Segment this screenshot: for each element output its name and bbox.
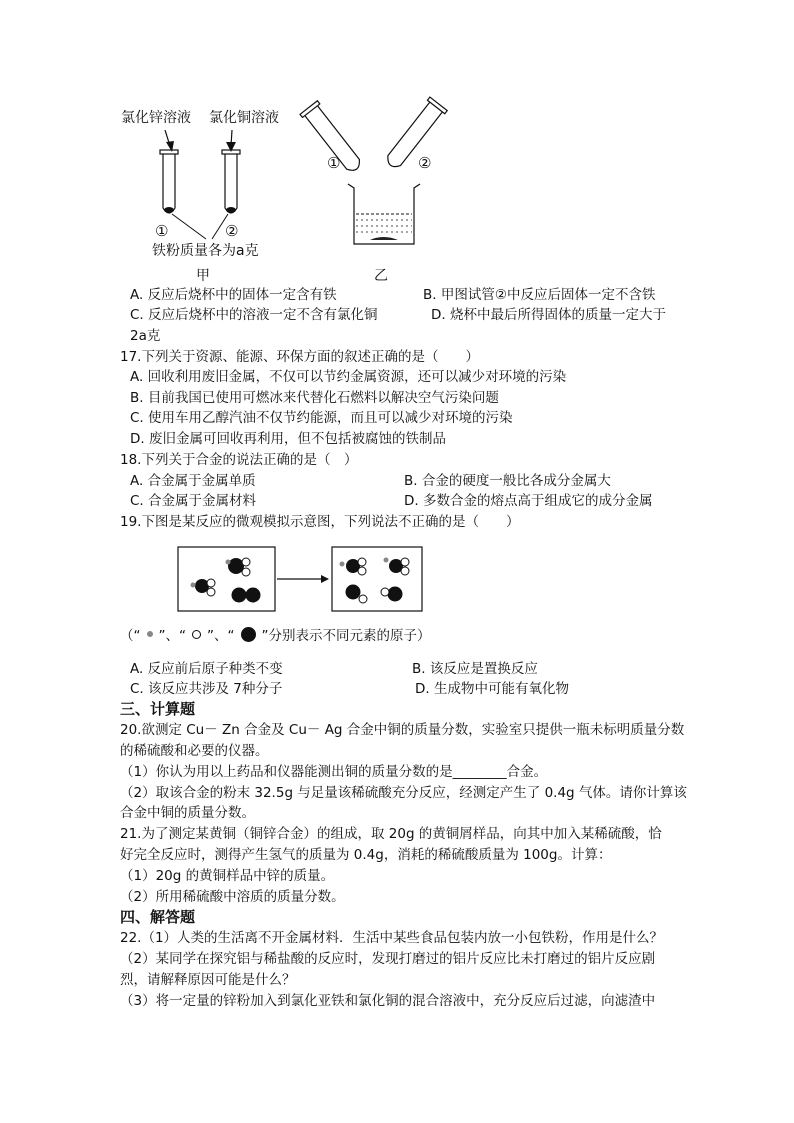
q16-option-d-cont: 2a克	[130, 328, 161, 344]
q18-option-a: A. 合金属于金属单质	[130, 473, 256, 489]
q21-sub-2: （2）所用稀硫酸中溶质的质量分数。	[120, 889, 345, 905]
test-tube-1	[160, 150, 178, 154]
q18-stem: 18.下列关于合金的说法正确的是（ ）	[120, 452, 358, 468]
iron-mass-label: 铁粉质量各为a克	[152, 243, 259, 259]
figure-label-yi: 乙	[374, 268, 388, 284]
reaction-diagram	[175, 544, 425, 614]
tube-1-number: ①	[155, 222, 169, 240]
q20-line-2: 的稀硫酸和必要的仪器。	[120, 743, 269, 759]
q16-option-a: A. 反应后烧杯中的固体一定含有铁	[130, 287, 337, 303]
figure-label-jia: 甲	[196, 268, 210, 284]
yi-tube-1-number: ①	[327, 154, 341, 172]
q21-line-2: 好完全反应时，测得产生氢气的质量为 0.4g，消耗的稀硫酸质量为 100g。计算：	[120, 847, 612, 863]
after-reaction-box	[332, 547, 422, 611]
q21-sub-1: （1）20g 的黄铜样品中锌的质量。	[120, 868, 335, 884]
q20-line-1: 20.欲测定 Cu－ Zn 合金及 Cu－ Ag 合金中铜的质量分数，实验室只提供一瓶未标明质量分数	[120, 722, 685, 738]
legend-close: ”分别表示不同元素的原子）	[261, 628, 431, 644]
black-atom-icon	[241, 627, 256, 642]
q19-stem: 19.下图是某反应的微观模拟示意图，下列说法不正确的是（ ）	[120, 514, 520, 530]
q20-sub-1: （1）你认为用以上药品和仪器能测出铜的质量分数的是________合金。	[120, 764, 548, 780]
q17-option-a: A. 回收利用废旧金属，不仅可以节约金属资源，还可以减少对环境的污染	[130, 369, 567, 385]
figure-yi-beaker	[296, 96, 466, 266]
q22-line-4: （3）将一定量的锌粉加入到氯化亚铁和氯化铜的混合溶液中，充分反应后过滤，向滤渣中	[120, 993, 656, 1009]
q18-option-d: D. 多数合金的熔点高于组成它的成分金属	[404, 493, 653, 509]
q22-line-2: （2）某同学在探究铝与稀盐酸的反应时，发现打磨过的铝片反应比未打磨过的铝片反应剧	[120, 951, 656, 967]
q19-legend	[120, 624, 431, 644]
q16-option-c: C. 反应后烧杯中的溶液一定不含有氯化铜	[130, 307, 378, 323]
q19-option-b: B. 该反应是置换反应	[412, 661, 538, 677]
yi-tube-2-number: ②	[418, 154, 432, 172]
legend-sep-2: ”、“	[207, 628, 235, 644]
q17-option-d: D. 废旧金属可回收再利用，但不包括被腐蚀的铁制品	[130, 431, 446, 447]
q16-option-d: D. 烧杯中最后所得固体的质量一定大于	[431, 307, 666, 323]
q19-option-a: A. 反应前后原子种类不变	[130, 661, 283, 677]
q19-option-c: C. 该反应共涉及 7种分子	[130, 681, 283, 697]
q16-option-b: B. 甲图试管②中反应后固体一定不含铁	[423, 287, 656, 303]
q20-sub-2b: 合金中铜的质量分数。	[120, 805, 255, 821]
q22-line-3: 烈，请解释原因可能是什么？	[120, 972, 296, 988]
legend-open: （“	[120, 628, 141, 644]
label-zinc-chloride: 氯化锌溶液	[121, 110, 191, 126]
label-copper-chloride: 氯化铜溶液	[209, 110, 279, 126]
q17-stem: 17.下列关于资源、能源、环保方面的叙述正确的是（ ）	[120, 349, 479, 365]
white-atom-icon	[192, 630, 201, 639]
tube-2-number: ②	[225, 222, 239, 240]
q20-sub-2a: （2）取该合金的粉末 32.5g 与足量该稀硫酸充分反应，经测定产生了 0.4g 气体。请你计算该	[120, 785, 687, 801]
before-reaction-box	[178, 547, 275, 611]
q22-line-1: 22.（1）人类的生活离不开金属材料．生活中某些食品包装内放一小包铁粉，作用是什么？	[120, 930, 664, 946]
q18-option-b: B. 合金的硬度一般比各成分金属大	[404, 473, 611, 489]
q17-option-c: C. 使用车用乙醇汽油不仅节约能源，而且可以减少对环境的污染	[130, 410, 513, 426]
figure-jia-test-tubes	[110, 126, 300, 256]
q19-option-d: D. 生成物中可能有氧化物	[415, 681, 569, 697]
section-4-heading: 四、解答题	[120, 908, 196, 926]
q18-option-c: C. 合金属于金属材料	[130, 493, 257, 509]
q17-option-b: B. 目前我国已使用可燃冰来代替化石燃料以解决空气污染问题	[130, 390, 499, 406]
grey-atom-icon	[147, 631, 153, 637]
q21-line-1: 21.为了测定某黄铜（铜锌合金）的组成，取 20g 的黄铜屑样品，向其中加入某稀硫酸，恰	[120, 826, 662, 842]
legend-sep-1: ”、“	[158, 628, 186, 644]
section-3-heading: 三、计算题	[120, 700, 196, 718]
